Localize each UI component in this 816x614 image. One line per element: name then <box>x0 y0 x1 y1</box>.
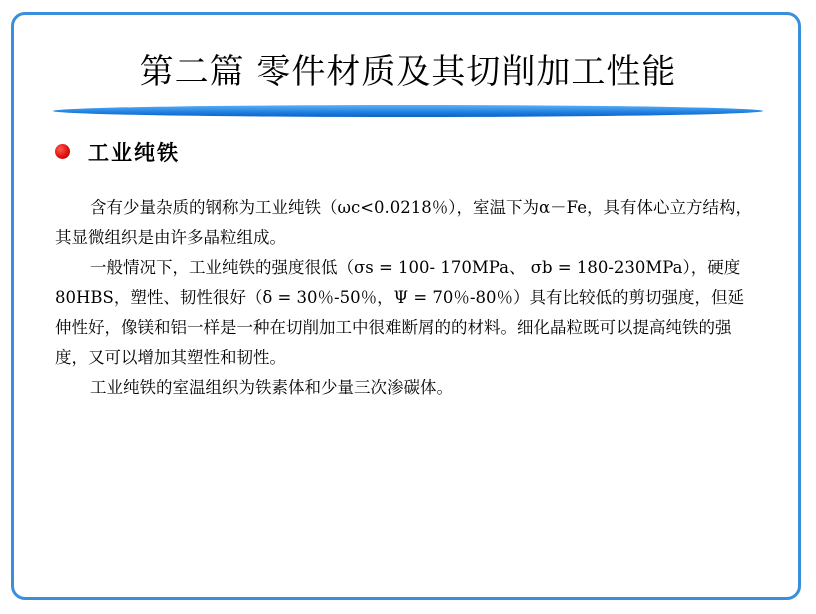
body-text <box>55 193 755 403</box>
title-underline-bar <box>53 105 763 117</box>
paragraph-2: 一般情况下，工业纯铁的强度很低（σs = 100- 170MPa、 σb = 180-230MPa），硬度80HBS，塑性、韧性很好（δ = 30％-50％，Ψ = 70％-80％）具有比较低的剪切强度，但延伸性好，像镁和铝一样是一种在切削加工中很难断屑的的材料。细化晶粒既可以提高纯铁的强度，又可以增加其塑性和韧性。 <box>55 258 744 367</box>
paragraph-1: 含有少量杂质的钢称为工业纯铁（ωc<0.0218％），室温下为α－Fe，具有体心立方结构，其显微组织是由许多晶粒组成。 <box>55 198 752 247</box>
paragraph-3: 工业纯铁的室温组织为铁素体和少量三次渗碳体。 <box>90 378 453 397</box>
red-bullet-icon <box>55 144 70 159</box>
slide-title: 第二篇 零件材质及其切削加工性能 <box>139 52 677 92</box>
section-heading: 工业纯铁 <box>88 141 180 165</box>
